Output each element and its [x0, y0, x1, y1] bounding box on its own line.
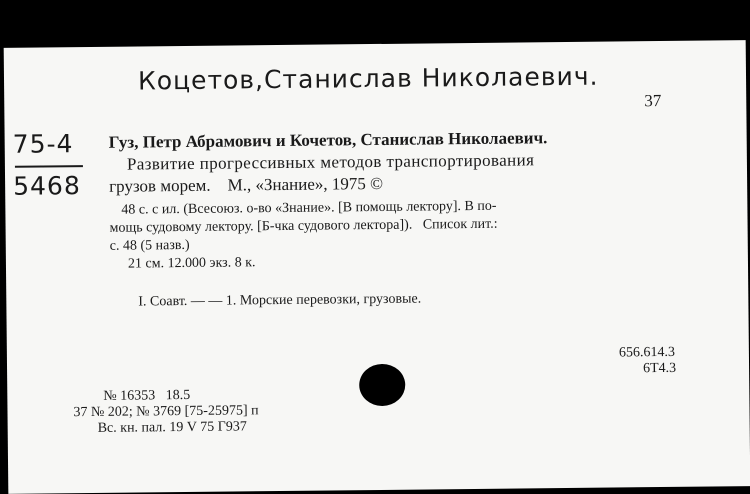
physical-line-3: с. 48 (5 назв.): [109, 237, 190, 254]
physical-line-1: 48 с. с ил. (Всесоюз. о-во «Знание». [В помощь лектору]. В по-: [121, 198, 497, 218]
call-number-top: 75-4: [12, 129, 74, 159]
card-number: 37: [644, 91, 662, 111]
physical-line-2: мощь судовому лектору. [Б-чка судового лектора]). Список лит.:: [109, 216, 498, 236]
punch-hole: [359, 364, 405, 406]
footer-line-3: Вс. кн. пал. 19 V 75 Г937: [97, 419, 247, 436]
classification-udc: 656.614.3: [618, 344, 675, 361]
call-number-bottom: 5468: [12, 171, 81, 201]
footer-line-2: 37 № 202; № 3769 [75-25975] п: [73, 403, 259, 421]
heading: Гуз, Петр Абрамович и Кочетов, Станислав Николаевич.: [108, 128, 548, 152]
title-line-2: грузов морем. М., «Знание», 1975 ©: [109, 173, 384, 196]
footer-line-1: № 16353 18.5: [103, 387, 191, 404]
title-line-1: Развитие прогрессивных методов транспортирования: [126, 150, 535, 174]
tracings: I. Соавт. — — 1. Морские перевозки, грузовые.: [138, 291, 422, 310]
physical-line-4: 21 см. 12.000 экз. 8 к.: [127, 255, 256, 272]
call-number-divider: [15, 165, 83, 168]
classification-bbk: 6Т4.3: [643, 360, 677, 377]
catalog-card: [4, 40, 750, 494]
handwritten-author: Коцетов,Станислав Николаевич.: [137, 61, 599, 96]
